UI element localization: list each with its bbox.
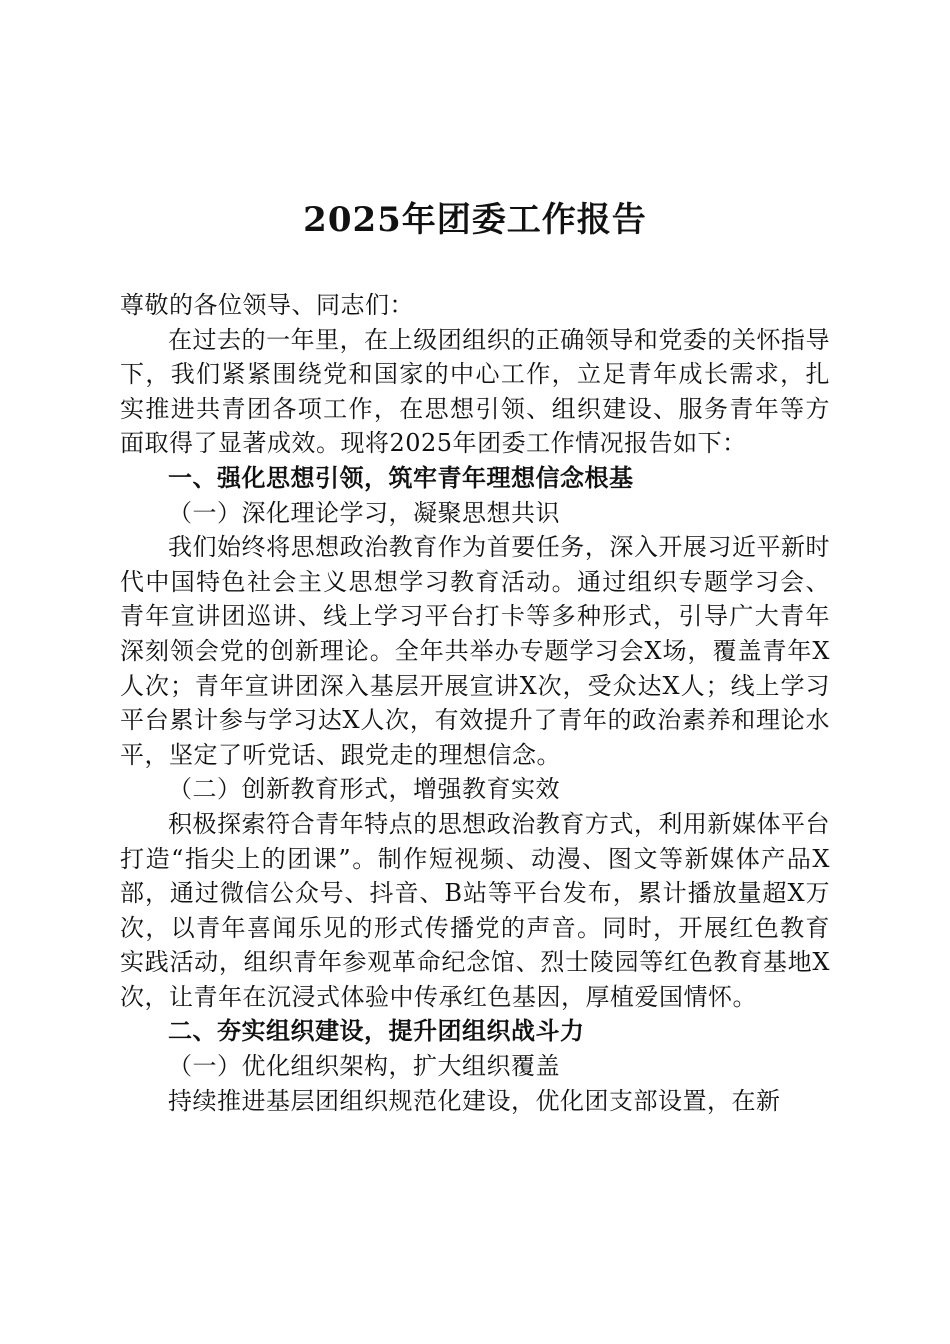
subsection-heading-1-2: （二）创新教育形式，增强教育实效 bbox=[168, 775, 560, 804]
paragraph-2-1: 持续推进基层团组织规范化建设，优化团支部设置，在新 bbox=[168, 1086, 781, 1115]
intro-paragraph: 在过去的一年里，在上级团组织的正确领导和党委的关怀指导下，我们紧紧围绕党和国家的中心工作，立足青年成长需求，扎实推进共青团各项工作，在思想引领、组织建设、服务青年等方面取得了显著成效。现将2025年团委工作情况报告如下： bbox=[120, 325, 830, 458]
paragraph-1-1: 我们始终将思想政治教育作为首要任务，深入开展习近平新时代中国特色社会主义思想学习教育活动。通过组织专题学习会、青年宣讲团巡讲、线上学习平台打卡等多种形式，引导广大青年深刻领会党的创新理论。全年共举办专题学习会X场，覆盖青年X人次；青年宣讲团深入基层开展宣讲X次，受众达X人；线上学习平台累计参与学习达X人次，有效提升了青年的政治素养和理论水平，坚定了听党话、跟党走的理想信念。 bbox=[120, 533, 830, 769]
section-heading-1: 一、强化思想引领，筑牢青年理想信念根基 bbox=[168, 463, 634, 492]
subsection-heading-2-1: （一）优化组织架构，扩大组织覆盖 bbox=[168, 1052, 560, 1081]
salutation: 尊敬的各位领导、同志们： bbox=[120, 291, 414, 319]
paragraph-1-2: 积极探索符合青年特点的思想政治教育方式，利用新媒体平台打造“指尖上的团课”。制作短视频、动漫、图文等新媒体产品X部，通过微信公众号、抖音、B站等平台发布，累计播放量超X万次，以青年喜闻乐见的形式传播党的声音。同时，开展红色教育实践活动，组织青年参观革命纪念馆、烈士陵园等红色教育基地X次，让青年在沉浸式体验中传承红色基因，厚植爱国情怀。 bbox=[120, 809, 830, 1011]
document-title: 2025年团委工作报告 bbox=[303, 200, 647, 240]
subsection-heading-1-1: （一）深化理论学习，凝聚思想共识 bbox=[168, 498, 560, 527]
document-body bbox=[120, 288, 830, 1118]
section-heading-2: 二、夯实组织建设，提升团组织战斗力 bbox=[168, 1017, 585, 1046]
